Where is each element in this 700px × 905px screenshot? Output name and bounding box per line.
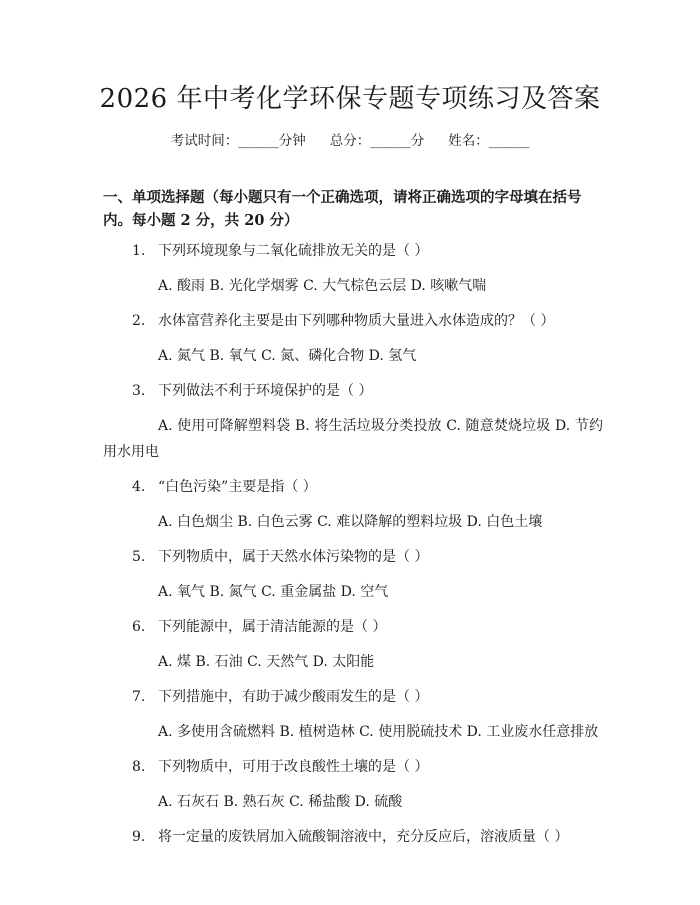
question-number: 8. — [132, 759, 146, 775]
question-item — [0, 617, 700, 687]
question-list — [0, 241, 700, 853]
question-number: 2. — [132, 313, 146, 329]
question-options: A. 氮气 B. 氧气 C. 氮、磷化合物 D. 氢气 — [158, 348, 417, 364]
question-item — [0, 547, 700, 617]
question-options: A. 白色烟尘 B. 白色云雾 C. 难以降解的塑料垃圾 D. 白色土壤 — [158, 514, 543, 530]
question-item — [0, 241, 700, 311]
question-stem: 下列措施中，有助于减少酸雨发生的是（ ） — [158, 689, 429, 705]
question-item — [0, 381, 700, 477]
question-stem: 下列物质中，属于天然水体污染物的是（ ） — [158, 549, 429, 565]
question-item — [0, 687, 700, 757]
exam-info-line — [0, 131, 700, 151]
question-number: 4. — [132, 479, 146, 495]
question-item — [0, 827, 700, 853]
total-score-field: 总分：______分 — [329, 133, 425, 149]
question-options: A. 煤 B. 石油 C. 天然气 D. 太阳能 — [158, 654, 375, 670]
exam-time-field: 考试时间：______分钟 — [170, 133, 306, 149]
question-options: A. 石灰石 B. 熟石灰 C. 稀盐酸 D. 硫酸 — [158, 794, 403, 810]
question-stem: 水体富营养化主要是由下列哪种物质大量进入水体造成的？（ ） — [158, 313, 555, 329]
question-number: 3. — [132, 383, 146, 399]
question-number: 5. — [132, 549, 146, 565]
question-stem: 下列物质中，可用于改良酸性土壤的是（ ） — [158, 759, 429, 775]
question-number: 6. — [132, 619, 146, 635]
question-stem: 将一定量的废铁屑加入硫酸铜溶液中，充分反应后，溶液质量（ ） — [158, 829, 569, 845]
question-number: 9. — [132, 829, 146, 845]
question-stem: “白色污染”主要是指（ ） — [158, 479, 317, 495]
question-options: A. 多使用含硫燃料 B. 植树造林 C. 使用脱硫技术 D. 工业废水任意排放 — [158, 724, 599, 740]
question-item — [0, 311, 700, 381]
question-stem: 下列环境现象与二氧化硫排放无关的是（ ） — [158, 243, 429, 259]
question-stem: 下列做法不利于环境保护的是（ ） — [158, 383, 373, 399]
question-options: A. 使用可降解塑料袋 B. 将生活垃圾分类投放 C. 随意焚烧垃圾 D. 节约用水用电 — [103, 418, 603, 460]
question-options: A. 氧气 B. 氮气 C. 重金属盐 D. 空气 — [158, 584, 389, 600]
question-item — [0, 477, 700, 547]
page-title: 2026 年中考化学环保专题专项练习及答案 — [99, 84, 601, 114]
question-stem: 下列能源中，属于清洁能源的是（ ） — [158, 619, 387, 635]
question-number: 7. — [132, 689, 146, 705]
question-number: 1. — [132, 243, 146, 259]
section-heading: 一、单项选择题（每小题只有一个正确选项，请将正确选项的字母填在括号内。每小题 2 分，共 20 分） — [103, 189, 582, 229]
question-options: A. 酸雨 B. 光化学烟雾 C. 大气棕色云层 D. 咳嗽气喘 — [158, 278, 487, 294]
student-name-field: 姓名：______ — [448, 133, 530, 149]
question-item — [0, 757, 700, 827]
